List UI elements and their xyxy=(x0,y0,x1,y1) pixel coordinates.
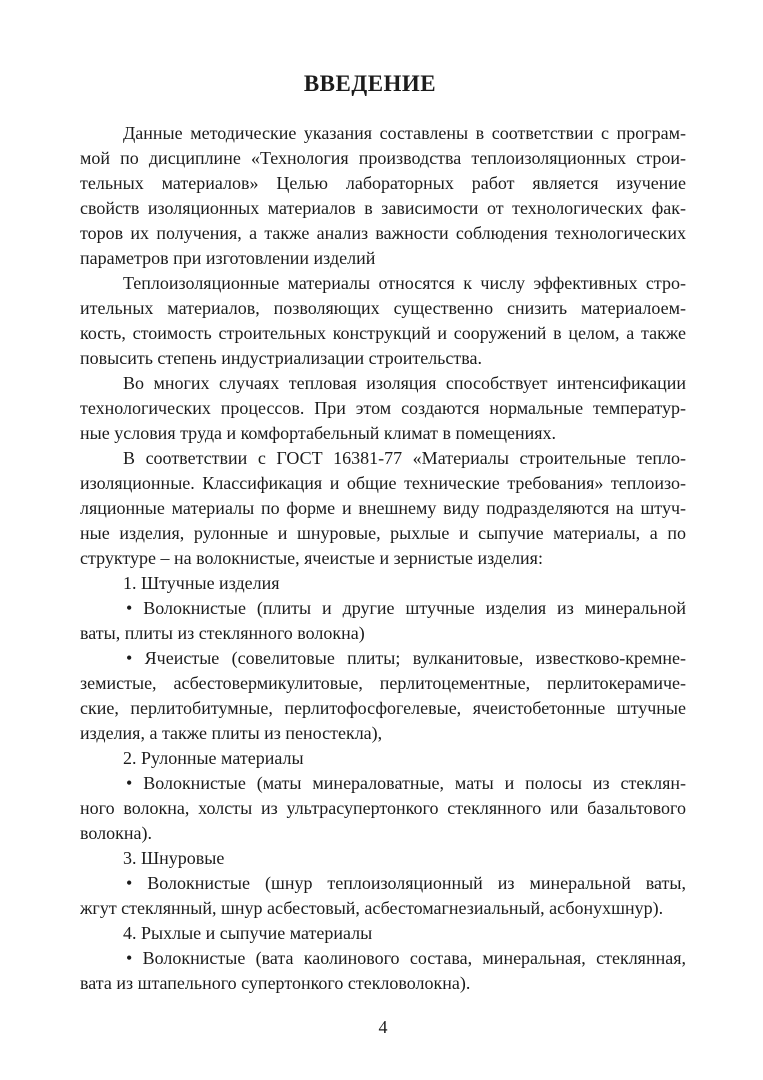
text-line: 1. Штучные изделия xyxy=(123,573,280,593)
text-line: повысить степень индустриализации строительства. xyxy=(80,348,482,368)
text-line: изоляционные. Классификация и общие технические требования» теплоизо- xyxy=(80,473,686,493)
text-line: 4. Рыхлые и сыпучие материалы xyxy=(123,923,373,943)
text-line: 3. Шнуровые xyxy=(123,848,225,868)
text-line: вата из штапельного супертонкого стекловолокна). xyxy=(80,973,471,993)
text-line: 2. Рулонные материалы xyxy=(123,748,304,768)
text-line: • Ячеистые (совелитовые плиты; вулканитовые, известково-кремне- xyxy=(126,648,686,668)
paragraph xyxy=(80,371,686,446)
text-line: Данные методические указания составлены в соответствии с програм- xyxy=(123,123,686,143)
text-line: торов их получения, а также анализ важности соблюдения технологических xyxy=(80,223,686,243)
text-line: технологических процессов. При этом создаются нормальные температур- xyxy=(80,398,686,418)
bullet-item xyxy=(80,771,686,846)
bullet-item xyxy=(80,946,686,996)
bullet-item xyxy=(80,871,686,921)
text-line: ляционные материалы по форме и внешнему виду подразделяются на штуч- xyxy=(80,498,686,518)
paragraph xyxy=(80,271,686,371)
bullet-item xyxy=(80,596,686,646)
text-line: жгут стеклянный, шнур асбестовый, асбестомагнезиальный, асбонухшнур). xyxy=(80,898,664,918)
text-line: тельных материалов» Целью лабораторных работ является изучение xyxy=(80,173,686,193)
text-line: ного волокна, холсты из ультрасупертонкого стеклянного или базальтового xyxy=(80,798,686,818)
document-body xyxy=(80,121,686,996)
text-line: структуре – на волокнистые, ячеистые и зернистые изделия: xyxy=(80,548,543,568)
text-line: кость, стоимость строительных конструкций и сооружений в целом, а также xyxy=(80,323,686,343)
page-title: ВВЕДЕНИЕ xyxy=(303,71,437,96)
text-line: ваты, плиты из стеклянного волокна) xyxy=(80,623,365,643)
page-number: 4 xyxy=(378,1017,388,1037)
text-line: • Волокнистые (маты минераловатные, маты и полосы из стеклян- xyxy=(126,773,686,793)
text-line: Теплоизоляционные материалы относятся к числу эффективных стро- xyxy=(123,273,686,293)
text-line: • Волокнистые (шнур теплоизоляционный из минеральной ваты, xyxy=(126,873,686,893)
text-line: волокна). xyxy=(80,823,152,843)
text-line: ительных материалов, позволяющих существенно снизить материалоем- xyxy=(80,298,686,318)
numbered-item xyxy=(80,571,686,596)
numbered-item xyxy=(80,921,686,946)
text-line: • Волокнистые (вата каолинового состава, минеральная, стеклянная, xyxy=(126,948,686,968)
text-line: Во многих случаях тепловая изоляция способствует интенсификации xyxy=(123,373,686,393)
text-line: ские, перлитобитумные, перлитофосфогелевые, ячеистобетонные штучные xyxy=(80,698,686,718)
text-line: • Волокнистые (плиты и другие штучные изделия из минеральной xyxy=(126,598,686,618)
text-line: параметров при изготовлении изделий xyxy=(80,248,376,268)
bullet-item xyxy=(80,646,686,746)
paragraph xyxy=(80,121,686,271)
text-line: земистые, асбестовермикулитовые, перлитоцементные, перлитокерамиче- xyxy=(80,673,686,693)
text-line: изделия, а также плиты из пеностекла), xyxy=(80,723,383,743)
numbered-item xyxy=(80,746,686,771)
text-line: свойств изоляционных материалов в зависимости от технологических фак- xyxy=(80,198,686,218)
text-line: В соответствии с ГОСТ 16381-77 «Материалы строительные тепло- xyxy=(123,448,686,468)
text-line: мой по дисциплине «Технология производства теплоизоляционных строи- xyxy=(80,148,686,168)
numbered-item xyxy=(80,846,686,871)
text-line: ные условия труда и комфортабельный климат в помещениях. xyxy=(80,423,557,443)
text-line: ные изделия, рулонные и шнуровые, рыхлые и сыпучие материалы, а по xyxy=(80,523,686,543)
paragraph xyxy=(80,446,686,571)
